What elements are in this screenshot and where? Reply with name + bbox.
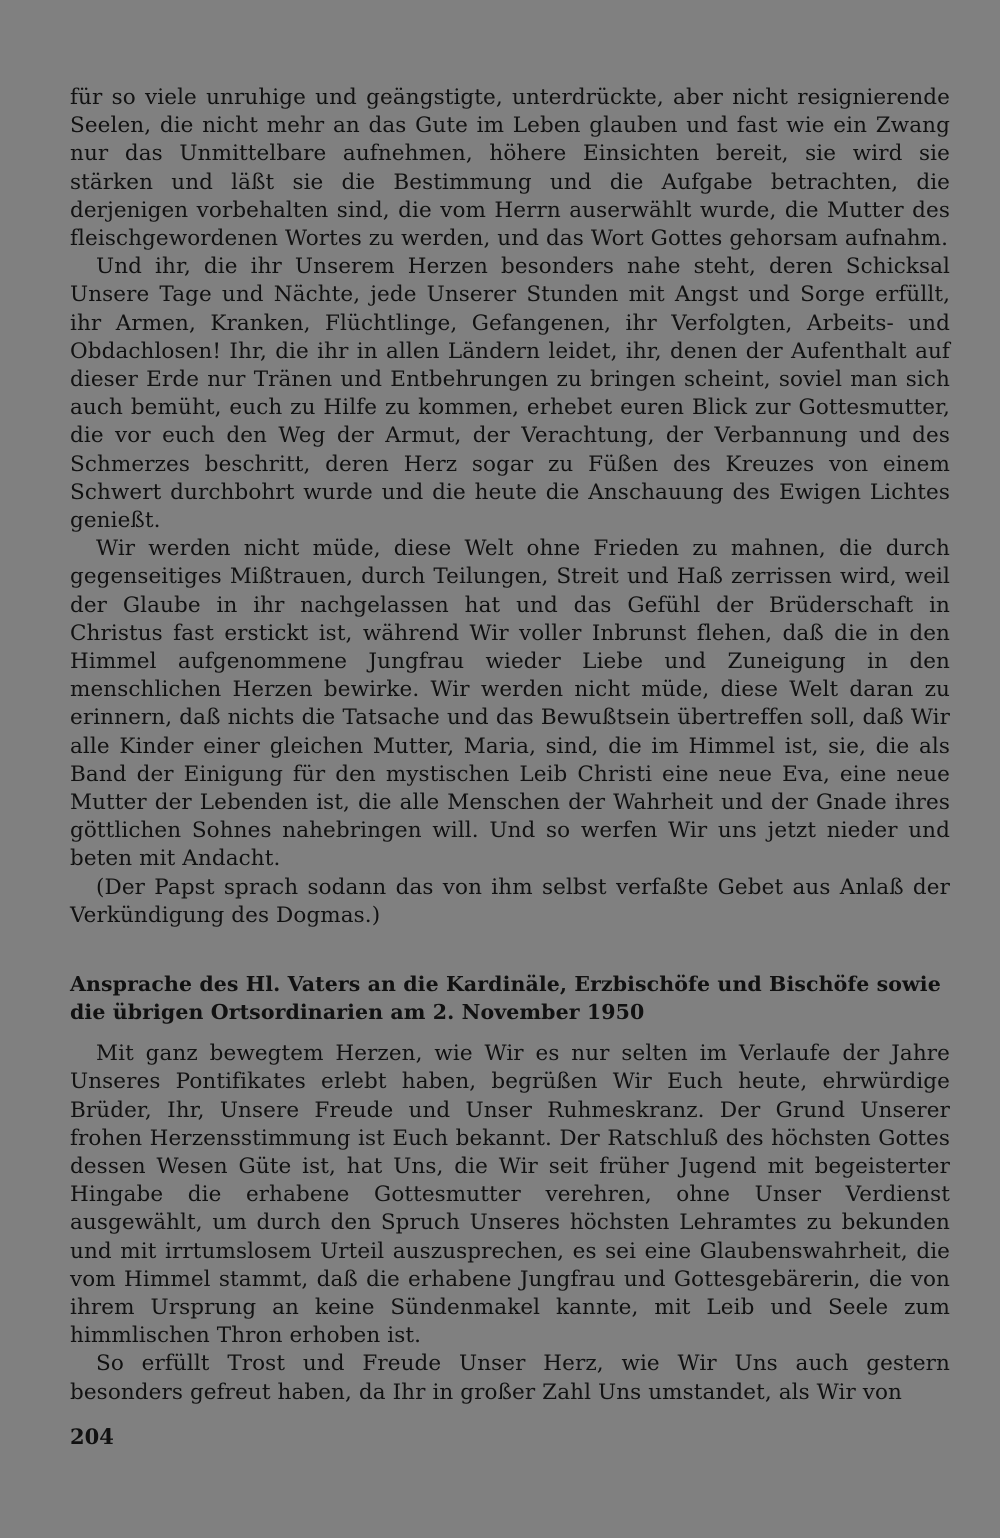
paragraph-joy: So erfüllt Trost und Freude Unser Herz, wie Wir Uns auch gestern besonders gefreut haben, da Ihr in großer Zahl Uns umstandet, als Wir von xyxy=(70,1351,950,1405)
paragraph-prayer-note: (Der Papst sprach sodann das von ihm selbst verfaßte Gebet aus Anlaß der Verkündigung des Dogmas.) xyxy=(70,874,950,928)
page-number: 204 xyxy=(70,1424,114,1449)
paragraph-continuation: für so viele unruhige und geängstigte, unterdrückte, aber nicht resignierende Seelen, die nicht mehr an das Gute im Leben glauben und fast wie ein Zwang nur das Unmittelbare aufnehmen, höhere Einsichten bereit, sie wird sie stärken und läßt sie die Bestimmung und die Aufgabe betrachten, die derjenigen vorbehalten sind, die vom Herrn auserwählt wurde, die Mutter des fleischgewordenen Wortes zu werden, und das Wort Gottes gehorsam aufnahm. xyxy=(70,85,950,252)
page-content xyxy=(70,84,950,1407)
paragraph-address-suffering: Und ihr, die ihr Unserem Herzen besonders nahe steht, deren Schicksal Unsere Tage und Nächte, jede Unserer Stunden mit Angst und Sorge erfüllt, ihr Armen, Kranken, Flüchtlinge, Gefangenen, ihr Verfolgten, Arbeits- und Obdachlosen! Ihr, die ihr in allen Ländern leidet, ihr, denen der Aufenthalt auf dieser Erde nur Tränen und Entbehrungen zu bringen scheint, soviel man sich auch bemüht, euch zu Hilfe zu kommen, erhebet euren Blick zur Gottesmutter, die vor euch den Weg der Armut, der Verachtung, der Verbannung und des Schmerzes beschritt, deren Herz sogar zu Füßen des Kreuzes von einem Schwert durchbohrt wurde und die heute die Anschauung des Ewigen Lichtes genießt. xyxy=(70,254,950,534)
paragraph-greeting: Mit ganz bewegtem Herzen, wie Wir es nur selten im Verlaufe der Jahre Unseres Pontifikates erlebt haben, begrüßen Wir Euch heute, ehrwürdige Brüder, Ihr, Unsere Freude und Unser Ruhmeskranz. Der Grund Unserer frohen Herzensstimmung ist Euch bekannt. Der Ratschluß des höchsten Gottes dessen Wesen Güte ist, hat Uns, die Wir seit früher Jugend mit begeisterter Hingabe die erhabene Gottesmutter verehren, ohne Unser Verdienst ausgewählt, um durch den Spruch Unseres höchsten Lehramtes zu bekunden und mit irrtumslosem Urteil auszusprechen, es sei eine Glaubenswahrheit, die vom Himmel stammt, daß die erhabene Jungfrau und Gottesgebärerin, die von ihrem Ursprung an keine Sündenmakel kannte, mit Leib und Seele zum himmlischen Thron erhoben ist. xyxy=(70,1041,950,1349)
paragraph-world-appeal: Wir werden nicht müde, diese Welt ohne Frieden zu mahnen, die durch gegenseitiges Mißtrauen, durch Teilungen, Streit und Haß zerrissen wird, weil der Glaube in ihr nachgelassen hat und das Gefühl der Brüderschaft in Christus fast erstickt ist, während Wir voller Inbrunst flehen, daß die in den Himmel aufgenommene Jungfrau wieder Liebe und Zuneigung in den menschlichen Herzen bewirke. Wir werden nicht müde, diese Welt daran zu erinnern, daß nichts die Tatsache und das Bewußtsein übertreffen soll, daß Wir alle Kinder einer gleichen Mutter, Maria, sind, die im Himmel ist, sie, die als Band der Einigung für den mystischen Leib Christi eine neue Eva, eine neue Mutter der Lebenden ist, die alle Menschen der Wahrheit und der Gnade ihres göttlichen Sohnes nahebringen will. Und so werfen Wir uns jetzt nieder und beten mit Andacht. xyxy=(70,536,950,872)
section-heading: Ansprache des Hl. Vaters an die Kardinäle, Erzbischöfe und Bischöfe sowie die übrigen Ortsordinarien am 2. November 1950 xyxy=(70,972,941,1025)
